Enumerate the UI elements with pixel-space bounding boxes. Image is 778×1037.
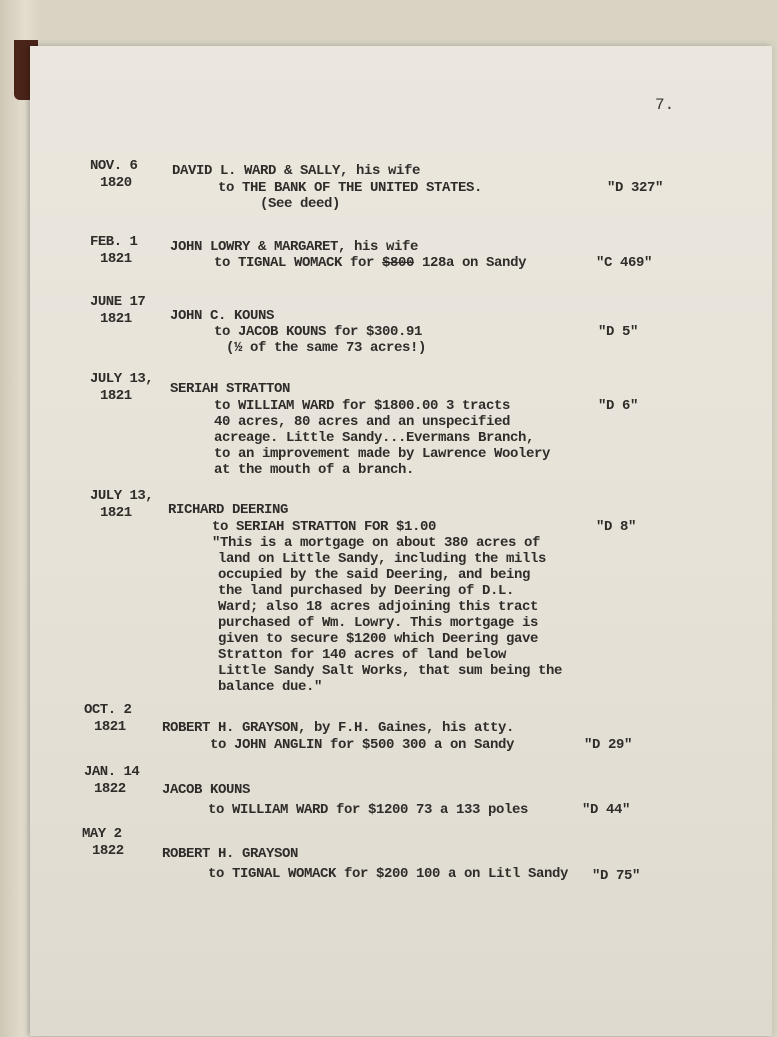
entry-line: to WILLIAM WARD for $1200 73 a 133 poles	[208, 802, 529, 818]
entry-date-year: 1822	[92, 843, 124, 859]
entry-date-day: MAY 2	[82, 826, 122, 842]
entry-grantor: JOHN LOWRY & MARGARET, his wife	[170, 239, 419, 255]
entry-line: given to secure $1200 which Deering gave	[218, 631, 539, 647]
entry-line-text: 128a on Sandy	[414, 255, 527, 271]
entry-line: land on Little Sandy, including the mills	[218, 551, 547, 567]
entry-date-day: JULY 13,	[90, 488, 154, 504]
entry-line: occupied by the said Deering, and being	[218, 567, 531, 583]
deed-book-reference: "D 327"	[607, 180, 664, 196]
entry-grantor: SERIAH STRATTON	[170, 381, 291, 397]
entry-line: to an improvement made by Lawrence Woolery	[214, 446, 551, 462]
entry-line: Little Sandy Salt Works, that sum being the	[218, 663, 563, 679]
entry-line: to JOHN ANGLIN for $500 300 a on Sandy	[210, 737, 515, 753]
document-page	[30, 46, 772, 1036]
entry-date-day: FEB. 1	[90, 234, 138, 250]
entry-date-year: 1821	[100, 388, 132, 404]
entry-date	[90, 371, 180, 405]
entry-date	[82, 826, 172, 860]
entry-grantor: ROBERT H. GRAYSON	[162, 846, 299, 862]
entry-date	[84, 702, 174, 736]
entry-line: to THE BANK OF THE UNITED STATES.	[218, 180, 483, 196]
deed-book-reference: "D 5"	[598, 324, 639, 340]
entry-line: at the mouth of a branch.	[214, 462, 415, 478]
entry-line: (See deed)	[260, 196, 341, 212]
page-number: 7.	[655, 96, 675, 114]
entry-line: Ward; also 18 acres adjoining this tract	[218, 599, 539, 615]
entry-date	[90, 294, 180, 328]
entry-grantor: DAVID L. WARD & SALLY, his wife	[172, 163, 421, 179]
entry-line: acreage. Little Sandy...Evermans Branch,	[214, 430, 535, 446]
entry-grantor: ROBERT H. GRAYSON, by F.H. Gaines, his atty.	[162, 720, 515, 736]
entry-line: to WILLIAM WARD for $1800.00 3 tracts	[214, 398, 511, 414]
entry-line: "This is a mortgage on about 380 acres of	[212, 535, 541, 551]
entry-line: to JACOB KOUNS for $300.91	[214, 324, 423, 340]
entry-line: (½ of the same 73 acres!)	[226, 340, 427, 356]
entry-date-day: JUNE 17	[90, 294, 146, 310]
deed-book-reference: "D 75"	[592, 868, 641, 884]
deed-book-reference: "D 8"	[596, 519, 637, 535]
entry-date	[84, 764, 174, 798]
entry-line: to SERIAH STRATTON FOR $1.00	[212, 519, 437, 535]
entry-line	[214, 255, 526, 271]
entry-date-day: JULY 13,	[90, 371, 154, 387]
struck-amount: $800	[382, 255, 415, 271]
entry-line: Stratton for 140 acres of land below	[218, 647, 507, 663]
entry-date	[90, 234, 180, 268]
entry-line: to TIGNAL WOMACK for $200 100 a on Litl Sandy	[208, 866, 569, 882]
entry-date-year: 1821	[94, 719, 126, 735]
deed-book-reference: "C 469"	[596, 255, 653, 271]
entry-date-day: OCT. 2	[84, 702, 132, 718]
entry-grantor: JOHN C. KOUNS	[170, 308, 275, 324]
entry-date	[90, 488, 180, 522]
deed-book-reference: "D 6"	[598, 398, 639, 414]
entry-date-year: 1822	[94, 781, 126, 797]
entry-date-year: 1821	[100, 505, 132, 521]
entry-date-day: NOV. 6	[90, 158, 138, 174]
deed-book-reference: "D 29"	[584, 737, 633, 753]
entry-line: balance due."	[218, 679, 323, 695]
deed-book-reference: "D 44"	[582, 802, 631, 818]
entry-date	[90, 158, 180, 192]
entry-grantor: RICHARD DEERING	[168, 502, 289, 518]
entry-date-day: JAN. 14	[84, 764, 140, 780]
entry-line-text: to TIGNAL WOMACK for	[214, 255, 383, 271]
entry-line: 40 acres, 80 acres and an unspecified	[214, 414, 511, 430]
entry-line: purchased of Wm. Lowry. This mortgage is	[218, 615, 539, 631]
entry-line: the land purchased by Deering of D.L.	[218, 583, 515, 599]
entry-date-year: 1821	[100, 251, 132, 267]
entry-grantor: JACOB KOUNS	[162, 782, 251, 798]
entry-date-year: 1820	[100, 175, 132, 191]
entry-date-year: 1821	[100, 311, 132, 327]
